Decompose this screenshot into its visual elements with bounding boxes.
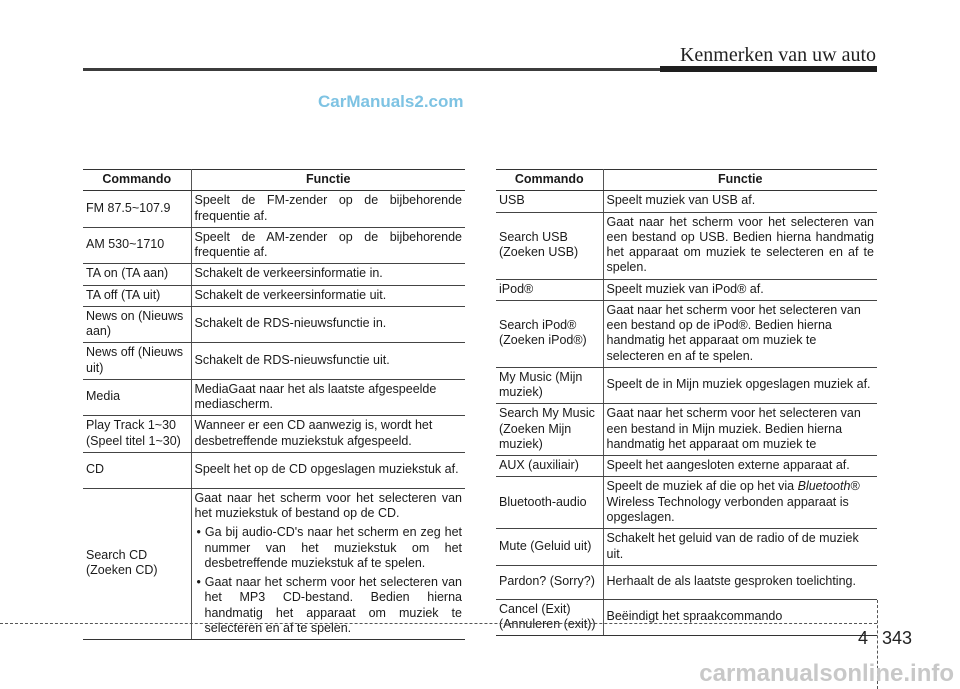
table-row	[83, 191, 465, 228]
table-row	[496, 477, 877, 529]
command-cell: CD	[83, 452, 191, 488]
command-cell: News on (Nieuws aan)	[83, 306, 191, 343]
bluetooth-term: Bluetooth®	[797, 479, 860, 494]
bullet-item: • Gaat naar het scherm voor het selecteren van het MP3 CD-bestand. Bedien hierna handmatig het apparaat om muziek te selecteren en af te spelen.	[196, 575, 462, 635]
chapter-header-title: Kenmerken van uw auto	[679, 44, 876, 66]
chapter-number: 4	[858, 628, 869, 648]
function-cell: Wanneer er een CD aanwezig is, wordt het desbetreffende muziekstuk afgespeeld.	[191, 416, 465, 453]
function-cell: Speelt muziek van USB af.	[603, 191, 877, 212]
function-cell: MediaGaat naar het als laatste afgespeelde mediascherm.	[191, 379, 465, 416]
function-cell: Schakelt de RDS-nieuwsfunctie uit.	[191, 343, 465, 380]
command-cell: Media	[83, 379, 191, 416]
table-row	[83, 227, 465, 264]
command-cell: Search CD (Zoeken CD)	[83, 488, 191, 639]
command-cell: Cancel (Exit) (Annuleren (exit))	[496, 599, 603, 636]
table-row	[496, 367, 877, 404]
command-cell: Search iPod® (Zoeken iPod®)	[496, 300, 603, 367]
bullet-item: • Ga bij audio-CD's naar het scherm en zeg het nummer van het muziekstuk om het desbetreffende muziekstuk af te spelen.	[196, 525, 462, 570]
table-row	[83, 488, 465, 639]
command-cell: iPod®	[496, 279, 603, 300]
command-cell: Mute (Geluid uit)	[496, 529, 603, 566]
right-command-table	[496, 169, 877, 636]
table-row	[496, 456, 877, 477]
page-number-value: 343	[882, 628, 913, 648]
command-cell: AM 530~1710	[83, 227, 191, 264]
table-row	[83, 416, 465, 453]
table-header-row	[496, 170, 877, 191]
function-text-pre: Speelt de muziek af die op het via	[606, 479, 795, 494]
function-text-post: Wireless Technology verbonden apparaat is opgeslagen.	[606, 494, 849, 524]
function-cell: Speelt het aangesloten externe apparaat af.	[603, 456, 877, 477]
function-cell: Gaat naar het scherm voor het selecteren van een bestand op de iPod®. Bedien hierna handmatig het apparaat om muziek te selecteren en af te spelen.	[603, 300, 877, 367]
table-row	[496, 599, 877, 636]
command-cell: FM 87.5~107.9	[83, 191, 191, 228]
table-row	[83, 452, 465, 488]
header-rule-accent	[660, 66, 877, 72]
function-cell: Speelt het op de CD opgeslagen muziekstuk af.	[191, 452, 465, 488]
table-row	[496, 300, 877, 367]
function-cell: Speelt de FM-zender op de bijbehorende frequentie af.	[191, 191, 465, 228]
function-cell: Gaat naar het scherm voor het selecteren van een bestand op USB. Bedien hierna handmatig het apparaat om muziek te selecteren en af te spelen.	[603, 212, 877, 279]
function-cell: Speelt de AM-zender op de bijbehorende frequentie af.	[191, 227, 465, 264]
function-cell: Gaat naar het scherm voor het selecteren van een bestand in Mijn muziek. Bedien hierna handmatig het apparaat om muziek te	[603, 404, 877, 456]
function-intro: Gaat naar het scherm voor het selecteren van het muziekstuk of bestand op de CD.	[194, 490, 462, 520]
watermark-carmanuals[interactable]: CarManuals2.com	[318, 92, 464, 111]
table-row	[83, 306, 465, 343]
function-cell: Schakelt de RDS-nieuwsfunctie in.	[191, 306, 465, 343]
function-cell: Schakelt het geluid van de radio of de muziek uit.	[603, 529, 877, 566]
command-cell: AUX (auxiliair)	[496, 456, 603, 477]
table-row	[83, 264, 465, 285]
command-cell: Pardon? (Sorry?)	[496, 565, 603, 599]
command-cell: Search USB (Zoeken USB)	[496, 212, 603, 279]
table-row	[496, 212, 877, 279]
table-row	[496, 191, 877, 212]
function-cell	[191, 488, 465, 639]
table-row	[496, 565, 877, 599]
table-row	[83, 285, 465, 306]
command-cell: Bluetooth-audio	[496, 477, 603, 529]
table-row	[496, 529, 877, 566]
command-cell: TA off (TA uit)	[83, 285, 191, 306]
table-row	[496, 404, 877, 456]
function-cell: Schakelt de verkeersinformatie uit.	[191, 285, 465, 306]
function-cell	[603, 477, 877, 529]
command-cell: Search My Music (Zoeken Mijn muziek)	[496, 404, 603, 456]
table-row	[496, 279, 877, 300]
function-cell: Speelt de in Mijn muziek opgeslagen muziek af.	[603, 367, 877, 404]
function-cell: Speelt muziek van iPod® af.	[603, 279, 877, 300]
command-cell: TA on (TA aan)	[83, 264, 191, 285]
table-row	[83, 343, 465, 380]
column-header-command: Commando	[83, 170, 191, 191]
column-header-function: Functie	[191, 170, 465, 191]
command-cell: My Music (Mijn muziek)	[496, 367, 603, 404]
column-header-command: Commando	[496, 170, 603, 191]
function-cell: Beëindigt het spraakcommando	[603, 599, 877, 636]
watermark-carmanualsonline[interactable]: carmanualsonline.info	[699, 660, 954, 687]
command-cell: USB	[496, 191, 603, 212]
command-cell: News off (Nieuws uit)	[83, 343, 191, 380]
function-cell: Herhaalt de als laatste gesproken toelichting.	[603, 565, 877, 599]
table-row	[83, 379, 465, 416]
footer-rule	[0, 623, 877, 624]
left-command-table	[83, 169, 465, 640]
column-header-function: Functie	[603, 170, 877, 191]
table-header-row	[83, 170, 465, 191]
function-cell: Schakelt de verkeersinformatie in.	[191, 264, 465, 285]
command-cell: Play Track 1~30 (Speel titel 1~30)	[83, 416, 191, 453]
